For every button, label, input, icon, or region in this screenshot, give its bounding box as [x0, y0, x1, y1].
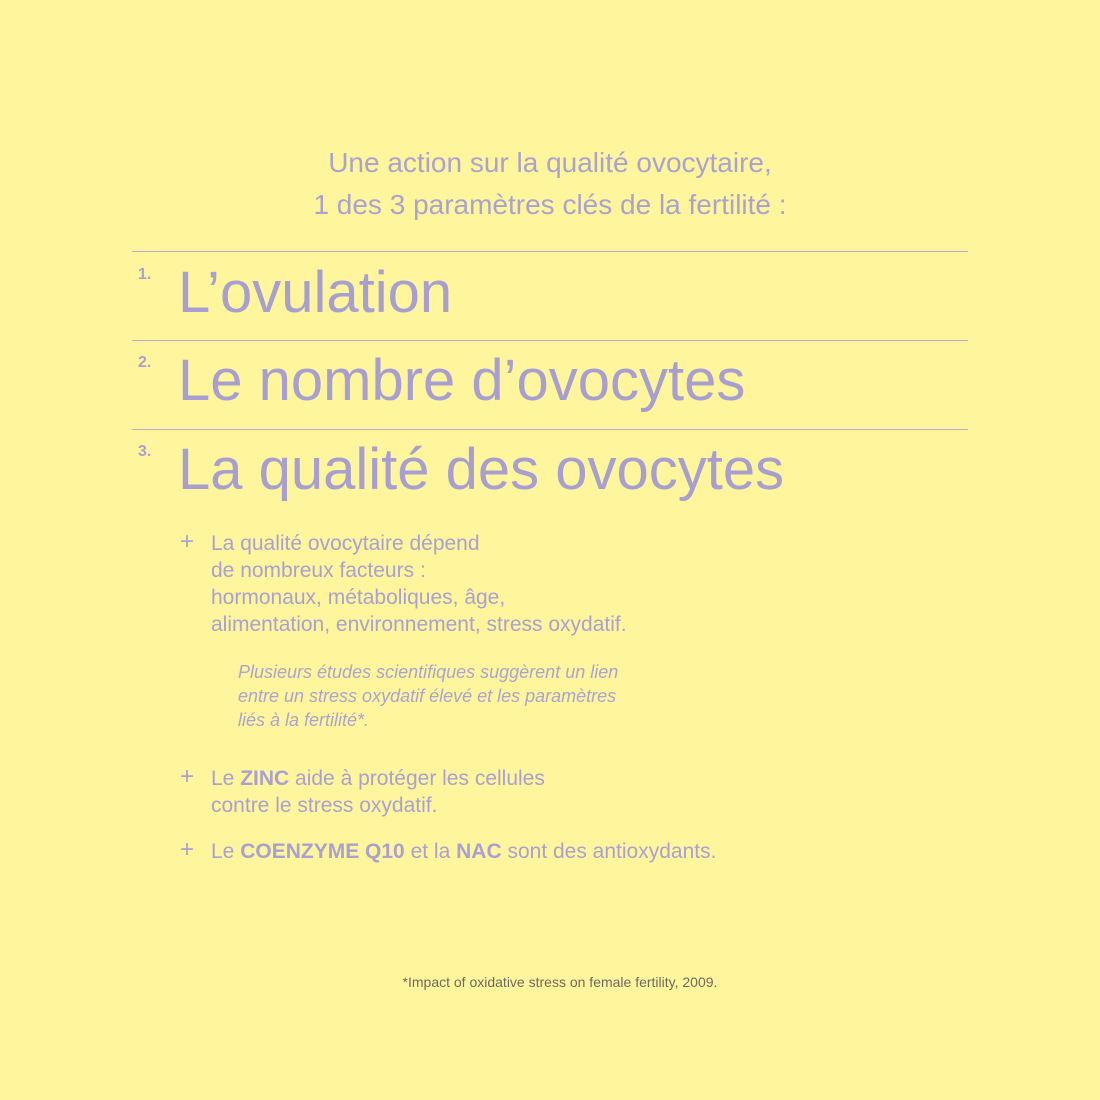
bullet-zinc-prefix: Le: [211, 767, 241, 790]
parameter-number-2: 2.: [138, 354, 152, 371]
bullet-factors-line-3: hormonaux, métaboliques, âge,: [211, 586, 506, 609]
plus-icon: +: [180, 528, 195, 555]
note-line-3: liés à la fertilité*.: [238, 710, 370, 730]
note-line-1: Plusieurs études scientifiques suggèrent un lien: [238, 662, 619, 682]
intro-line-1: Une action sur la qualité ovocytaire,: [328, 147, 772, 178]
parameter-number-3: 3.: [138, 443, 152, 460]
note-line-2: entre un stress oxydatif élevé et les paramètres: [238, 686, 617, 706]
bullet-zinc-line-1: [211, 765, 545, 792]
parameter-title-ovulation: L’ovulation: [178, 260, 453, 325]
divider: [132, 251, 968, 252]
zinc-label: ZINC: [240, 767, 290, 790]
divider: [132, 429, 968, 430]
coenzyme-label: COENZYME Q10: [240, 840, 405, 863]
bullet-zinc-suffix: aide à protéger les cellules: [289, 767, 545, 790]
nac-label: NAC: [456, 840, 502, 863]
bullet-factors-line-4: alimentation, environnement, stress oxydatif.: [211, 613, 627, 636]
footnote: *Impact of oxidative stress on female fertility, 2009.: [402, 974, 718, 990]
bullet-coenzyme-suffix: sont des antioxydants.: [501, 840, 717, 863]
bullet-coenzyme-line: [211, 838, 716, 865]
divider: [132, 340, 968, 341]
bullet-coenzyme-prefix: Le: [211, 840, 241, 863]
plus-icon: +: [180, 763, 195, 790]
scientific-note: [238, 660, 618, 732]
intro-line-2: 1 des 3 paramètres clés de la fertilité :: [313, 189, 787, 220]
bullet-zinc-line-2: contre le stress oxydatif.: [211, 794, 438, 817]
parameter-title-qualite: La qualité des ovocytes: [178, 437, 785, 502]
plus-icon: +: [180, 836, 195, 863]
bullet-factors-line-1: La qualité ovocytaire dépend: [211, 532, 480, 555]
intro-heading: [0, 142, 1100, 226]
parameter-title-nombre: Le nombre d’ovocytes: [178, 348, 746, 413]
bullet-coenzyme-middle: et la: [404, 840, 457, 863]
bullet-factors-line-2: de nombreux facteurs :: [211, 559, 426, 582]
parameter-number-1: 1.: [138, 266, 152, 283]
